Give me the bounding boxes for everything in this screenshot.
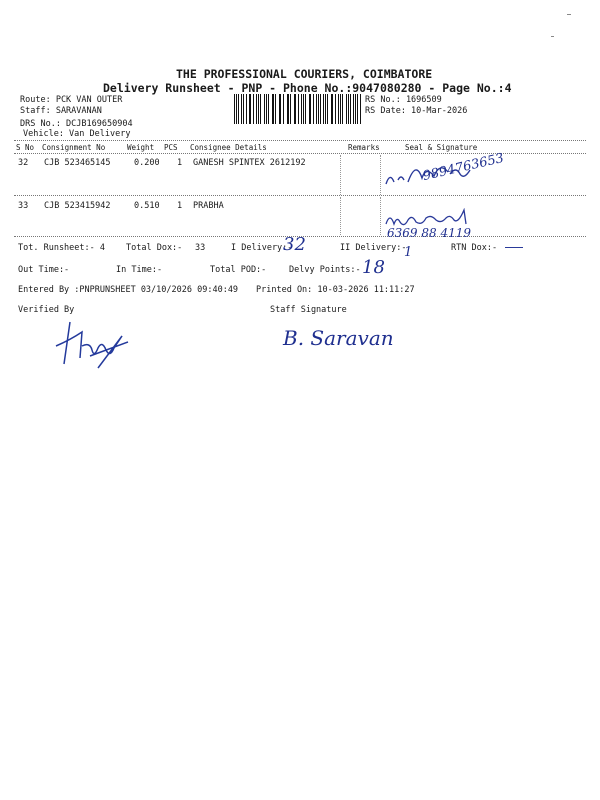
ii-delivery-handwritten: 1 [404,245,413,260]
barcode-bar [283,94,284,124]
row1-pcs: 1 [177,158,183,168]
company-title: THE PROFESSIONAL COURIERS, COIMBATORE [176,67,433,81]
total-pod: Total POD:- [210,265,267,275]
rs-number: RS No.: 1696509 [365,95,442,105]
row2-handwritten-phone: 6369 88 4119 [387,226,471,240]
barcode-bar [342,94,343,124]
divider [380,197,381,235]
page-mark [567,14,571,15]
route-info: Route: PCK VAN OUTER [20,95,123,105]
i-delivery-label: I Delivery:- [231,243,293,253]
delvy-points-handwritten: 18 [362,257,385,278]
runsheet-subtitle: Delivery Runsheet - PNP - Phone No.:9047080280 - Page No.:4 [103,81,512,95]
col-sno: S No [16,143,35,152]
barcode-bar [360,94,361,124]
page-mark [551,36,554,37]
barcode-bar [327,94,328,124]
i-delivery-handwritten: 32 [283,234,306,255]
barcode-bar [310,94,311,124]
barcode-bar [323,94,324,124]
row2-sno: 33 [18,201,29,211]
barcode-bar [290,94,291,124]
staff-signature-label: Staff Signature [270,305,347,315]
out-time: Out Time:- [18,265,70,275]
barcode-bar [260,94,261,124]
barcode [234,94,362,124]
row2-pcs: 1 [177,201,183,211]
barcode-bar [234,94,235,124]
col-pcs: PCS [164,143,178,152]
verified-signature [52,312,137,372]
total-dox-value: 33 [195,243,206,253]
col-consignee: Consignee Details [190,143,267,152]
barcode-bar [316,94,317,124]
row2-consignment: CJB 523415942 [44,201,111,211]
row1-consignment: CJB 523465145 [44,158,111,168]
total-dox-label: Total Dox:- [126,243,183,253]
barcode-bar [241,94,242,124]
in-time: In Time:- [116,265,163,275]
printed-on: Printed On: 10-03-2026 11:11:27 [256,285,415,295]
verified-by-label: Verified By [18,305,75,315]
row1-handwritten-phone: 9894763653 [421,150,506,185]
col-weight: Weight [127,143,155,152]
col-consignment: Consignment No [42,143,106,152]
barcode-bar [268,94,269,124]
barcode-bar [279,94,280,124]
divider [340,197,341,235]
barcode-bar [335,94,336,124]
barcode-bar [253,94,254,124]
col-seal: Seal & Signature [405,143,478,152]
barcode-bar [243,94,244,124]
rtn-dox-dash [505,247,523,248]
divider [340,155,341,195]
row2-weight: 0.510 [134,201,160,211]
drs-info: DRS No.: DCJB169650904 [20,119,133,129]
barcode-bar [353,94,354,124]
rtn-dox-label: RTN Dox:- [451,243,498,253]
barcode-bar [346,94,347,124]
staff-info: Staff: SARAVANAN [20,106,102,116]
row1-weight: 0.200 [134,158,160,168]
barcode-bar [301,94,302,124]
entered-by: Entered By :PNPRUNSHEET 03/10/2026 09:40:49 [18,285,239,295]
delvy-points-label: Delvy Points:- [289,265,361,275]
rs-date: RS Date: 10-Mar-2026 [365,106,468,116]
staff-signature-handwritten: B. Saravan [283,326,394,350]
ii-delivery-label: II Delivery:- [340,243,407,253]
row2-consignee: PRABHA [193,201,224,211]
vehicle-info: Vehicle: Van Delivery [23,129,131,139]
col-remarks: Remarks [348,143,380,152]
row1-consignee: GANESH SPINTEX 2612192 [193,158,306,168]
barcode-bar [303,94,304,124]
tot-runsheet: Tot. Runsheet:- 4 [18,243,105,253]
row1-sno: 32 [18,158,29,168]
barcode-bar [275,94,276,124]
divider [14,140,586,141]
barcode-bar [256,94,257,124]
